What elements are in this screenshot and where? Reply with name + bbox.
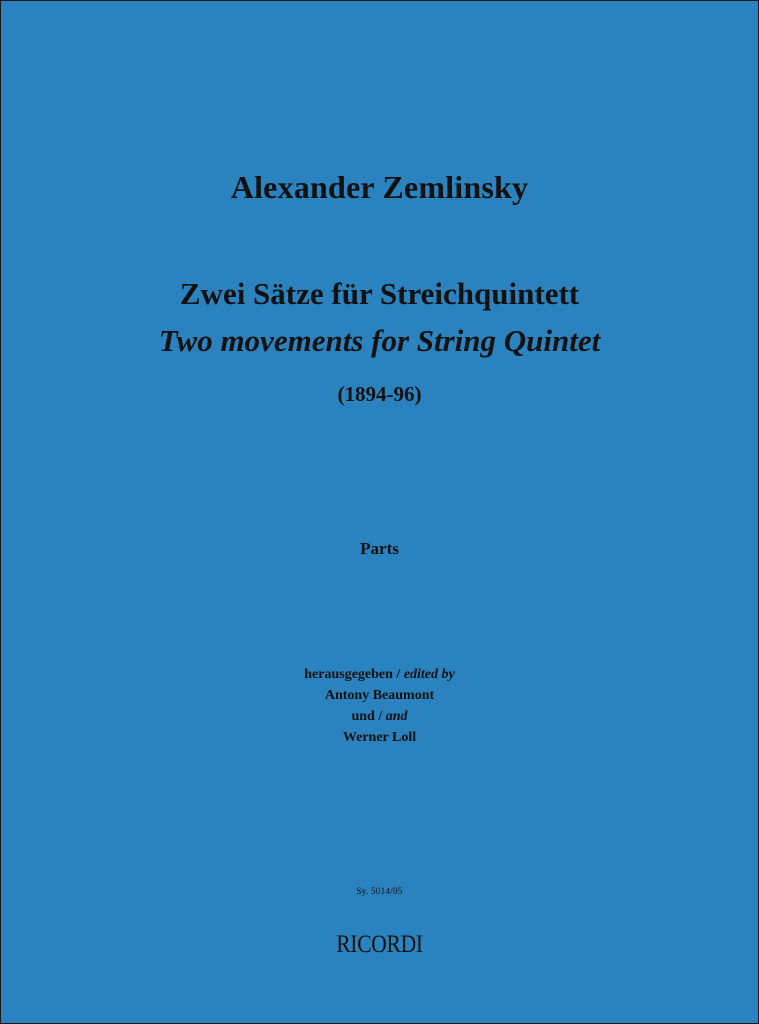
publisher-name: RICORDI — [336, 931, 423, 958]
conjunction-german: und / — [351, 709, 386, 724]
edited-by-line — [1, 667, 758, 683]
conjunction-english: and — [385, 709, 408, 724]
title-german: Zwei Sätze für Streichquintett — [179, 276, 580, 311]
edited-label-english: edited by — [403, 667, 455, 682]
composer-name: Alexander Zemlinsky — [230, 169, 529, 205]
edition-type: Parts — [360, 539, 399, 558]
composition-years: (1894-96) — [337, 382, 422, 406]
editor-name: Werner Loll — [342, 730, 417, 745]
edited-label-german: herausgegeben / — [304, 667, 404, 682]
conjunction-line — [1, 709, 758, 725]
catalog-number: Sy. 5014/05 — [356, 886, 403, 896]
title-english: Two movements for String Quintet — [158, 323, 601, 358]
editor-name: Antony Beaumont — [324, 688, 435, 703]
